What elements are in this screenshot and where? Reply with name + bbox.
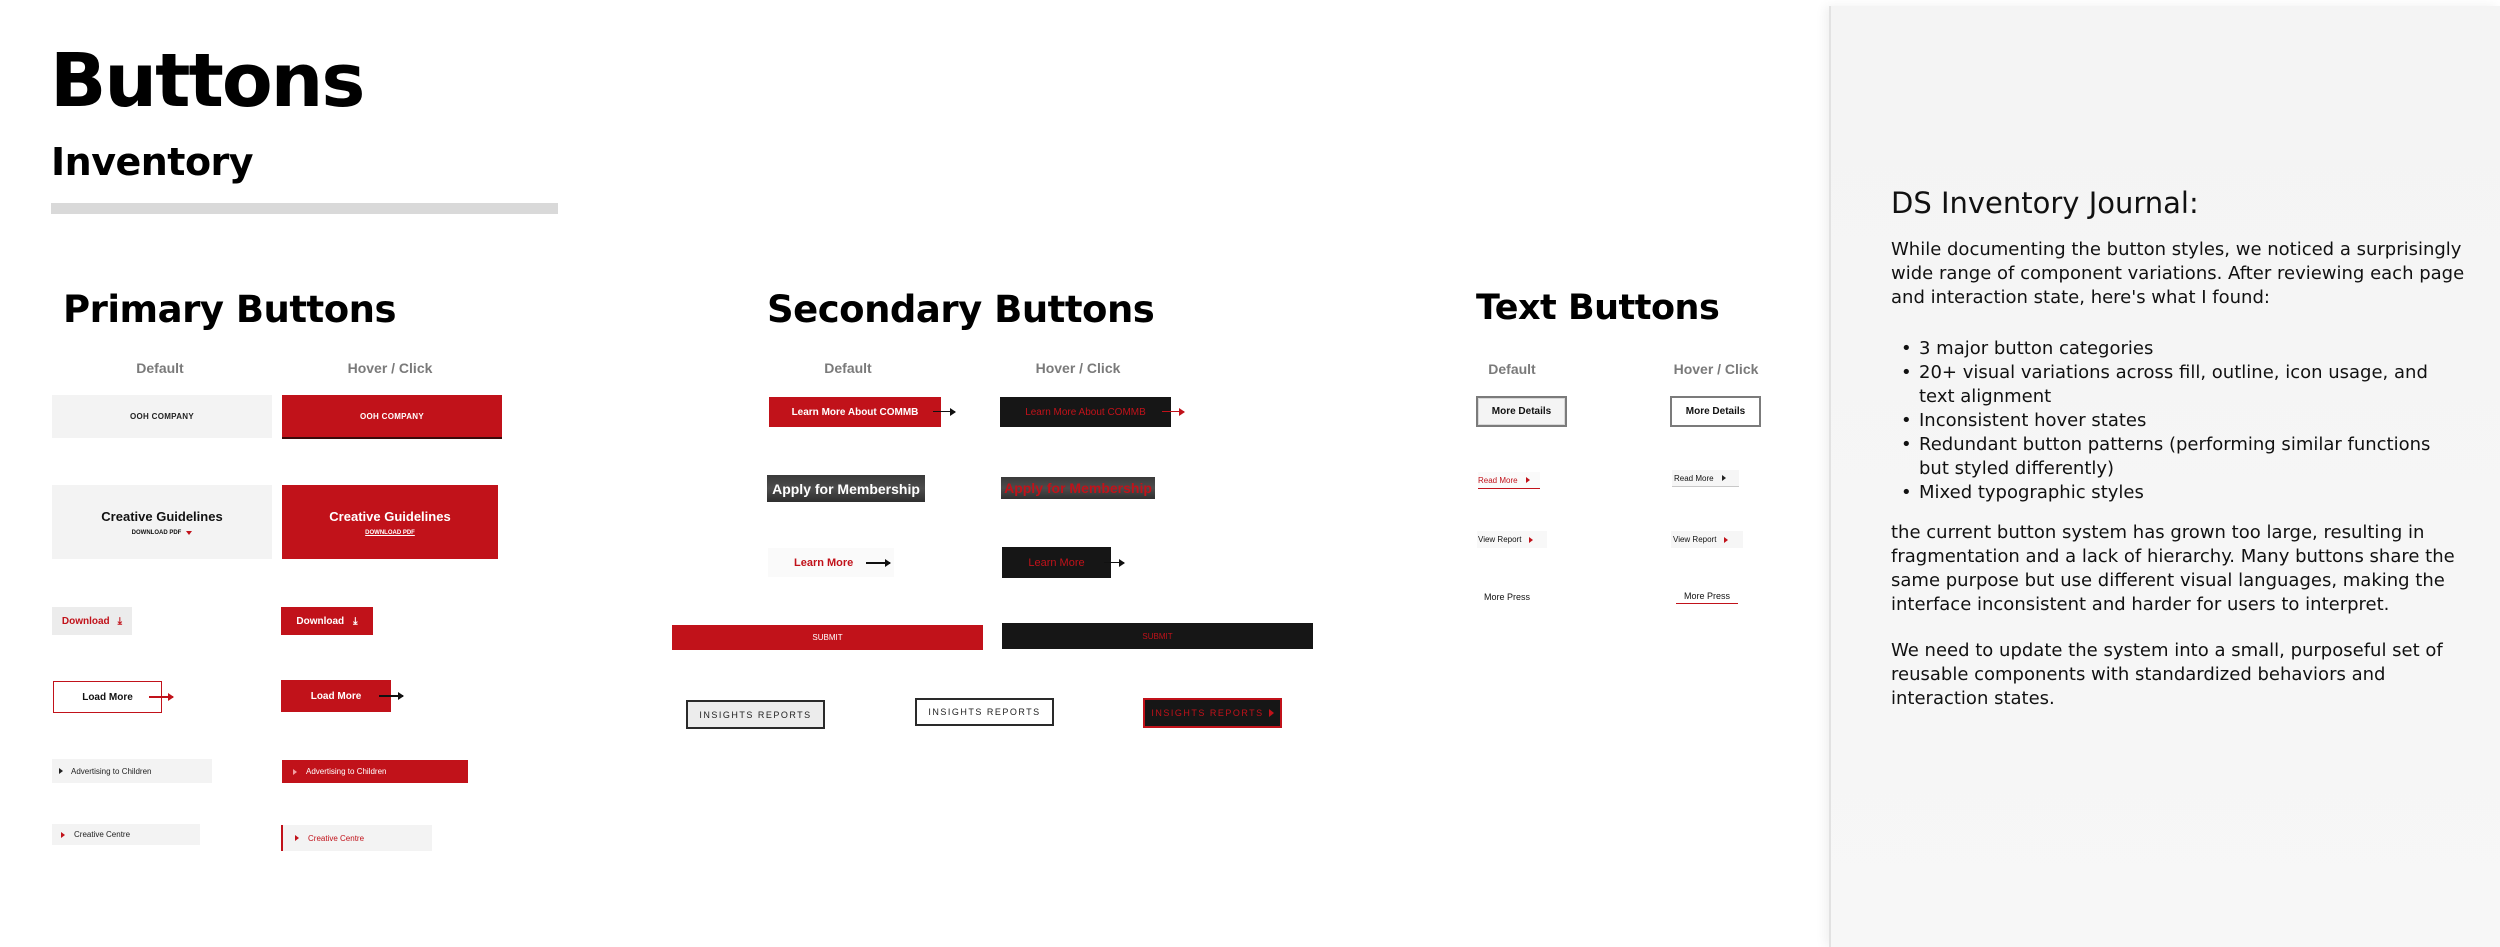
advertising-label: Advertising to Children [71, 766, 152, 776]
apply-membership-button-default[interactable] [767, 475, 925, 502]
insights-reports-button-hover[interactable] [1143, 698, 1282, 728]
journal-intro: While documenting the button styles, we noticed a surprisingly wide range of component variations. After reviewing each page and interaction state, here's what I found: [1891, 239, 2465, 308]
learn-more-button-hover[interactable] [1002, 547, 1111, 578]
learn-more-commb-button-default[interactable] [769, 397, 941, 427]
arrow-right-icon [1104, 562, 1124, 563]
text-buttons-heading: Text Buttons [1476, 288, 1720, 328]
creative-guidelines-title: Creative Guidelines [329, 508, 451, 524]
ooh-company-button-default[interactable] [52, 395, 272, 438]
download-pdf-label: DOWNLOAD PDF [365, 529, 415, 536]
creative-guidelines-button-default[interactable] [52, 485, 272, 559]
creative-centre-button-hover[interactable] [281, 825, 432, 851]
list-item: • Mixed typographic styles [1891, 481, 2466, 505]
text-hover-label: Hover / Click [1673, 361, 1759, 377]
submit-label: SUBMIT [812, 633, 843, 642]
arrow-right-icon [149, 696, 173, 698]
load-more-button-default[interactable] [53, 681, 162, 713]
insights-label: INSIGHTS REPORTS [928, 707, 1041, 717]
list-item: • 20+ visual variations across fill, outline, icon usage, and text alignment [1891, 361, 2466, 409]
journal-findings-list [1891, 337, 2466, 505]
caret-right-icon [1529, 537, 1533, 543]
load-more-button-hover[interactable] [281, 680, 391, 712]
caret-right-icon [1722, 475, 1726, 481]
download-button-hover[interactable] [281, 607, 373, 635]
view-report-button-default[interactable] [1477, 531, 1547, 548]
more-details-label: More Details [1491, 406, 1552, 417]
arrow-right-icon [933, 411, 955, 412]
learn-more-commb-label: Learn More About COMMB [1025, 406, 1146, 418]
secondary-heading: Secondary Buttons [767, 288, 1155, 331]
more-details-button-default[interactable] [1476, 396, 1567, 427]
advertising-button-hover[interactable] [282, 760, 468, 783]
download-pdf-label: DOWNLOAD PDF [131, 529, 182, 536]
read-more-button-default[interactable] [1478, 472, 1540, 489]
apply-label: Apply for Membership [772, 480, 920, 497]
creative-guidelines-title: Creative Guidelines [101, 508, 223, 524]
more-press-label: More Press [1484, 591, 1531, 602]
primary-hover-label: Hover / Click [347, 360, 433, 376]
more-details-button-hover[interactable] [1670, 396, 1761, 427]
caret-right-icon [295, 835, 299, 841]
arrow-right-icon [379, 695, 403, 697]
advertising-button-default[interactable] [52, 759, 212, 783]
list-item: • Redundant button patterns (performing similar functions but styled differently) [1891, 433, 2466, 481]
secondary-default-label: Default [824, 360, 872, 376]
insights-reports-button-outlined-gray[interactable] [686, 700, 825, 729]
caret-right-icon [61, 832, 65, 838]
title-divider [51, 203, 558, 214]
ooh-label: OOH COMPANY [129, 412, 195, 421]
primary-default-label: Default [136, 360, 184, 376]
download-icon: ⤓ [117, 615, 123, 627]
caret-right-icon [1526, 477, 1530, 483]
view-report-button-hover[interactable] [1671, 531, 1743, 548]
apply-label: Apply for Membership [1004, 480, 1152, 496]
more-press-button-default[interactable] [1480, 588, 1544, 605]
creative-centre-label: Creative Centre [74, 830, 131, 839]
download-label: Download [296, 615, 345, 627]
submit-label: SUBMIT [1142, 631, 1173, 641]
ooh-label: OOH COMPANY [359, 411, 425, 421]
creative-centre-button-default[interactable] [52, 824, 200, 845]
chevron-down-icon [186, 531, 192, 535]
caret-right-icon [1724, 537, 1728, 543]
insights-label: INSIGHTS REPORTS [699, 709, 812, 720]
list-item: • 3 major button categories [1891, 337, 2466, 361]
submit-button-hover[interactable] [1002, 623, 1313, 649]
journal-paragraph-3: We need to update the system into a small, purposeful set of reusable components with standardized behaviors and interaction states. [1891, 640, 2443, 709]
insights-label: INSIGHTS REPORTS [1151, 708, 1264, 718]
creative-centre-label: Creative Centre [308, 833, 365, 843]
page-title: Buttons [50, 38, 364, 124]
learn-more-label: Learn More [794, 556, 854, 569]
journal-panel [1829, 6, 2500, 947]
apply-membership-button-hover[interactable] [1001, 477, 1155, 499]
ooh-company-button-hover[interactable] [282, 395, 502, 439]
learn-more-commb-label: Learn More About COMMB [791, 406, 919, 418]
read-more-button-hover[interactable] [1672, 470, 1739, 487]
secondary-hover-label: Hover / Click [1035, 360, 1121, 376]
text-default-label: Default [1488, 361, 1536, 377]
primary-heading: Primary Buttons [63, 288, 397, 331]
creative-guidelines-button-hover[interactable] [282, 485, 498, 559]
learn-more-commb-button-hover[interactable] [1000, 397, 1171, 427]
more-press-label: More Press [1683, 590, 1730, 601]
view-report-label: View Report [1478, 535, 1522, 544]
download-label: Download [61, 615, 110, 627]
view-report-label: View Report [1673, 535, 1717, 544]
load-more-label: Load More [82, 691, 133, 703]
list-item: • Inconsistent hover states [1891, 409, 2466, 433]
caret-right-icon [293, 769, 297, 775]
more-details-label: More Details [1685, 406, 1746, 417]
caret-right-icon [1269, 709, 1274, 717]
arrow-right-icon [866, 562, 890, 564]
more-press-button-hover[interactable] [1676, 588, 1738, 604]
insights-reports-button-outlined-white[interactable] [915, 698, 1054, 726]
download-icon: ⤓ [353, 615, 358, 627]
page-subtitle: Inventory [51, 140, 254, 184]
arrow-right-icon [1162, 411, 1184, 412]
caret-right-icon [59, 768, 63, 774]
submit-button-default[interactable] [672, 625, 983, 650]
learn-more-label: Learn More [1028, 556, 1085, 569]
read-more-label: Read More [1674, 473, 1714, 483]
read-more-label: Read More [1478, 475, 1518, 485]
journal-title: DS Inventory Journal: [1891, 186, 2199, 220]
advertising-label: Advertising to Children [306, 767, 387, 776]
journal-paragraph-2: the current button system has grown too large, resulting in fragmentation and a lack of hierarchy. Many buttons share the same purpose but use different visual languages, making the interface inconsistent and harder for users to interpret. [1891, 522, 2455, 615]
load-more-label: Load More [310, 690, 362, 702]
download-button-default[interactable] [52, 607, 132, 635]
